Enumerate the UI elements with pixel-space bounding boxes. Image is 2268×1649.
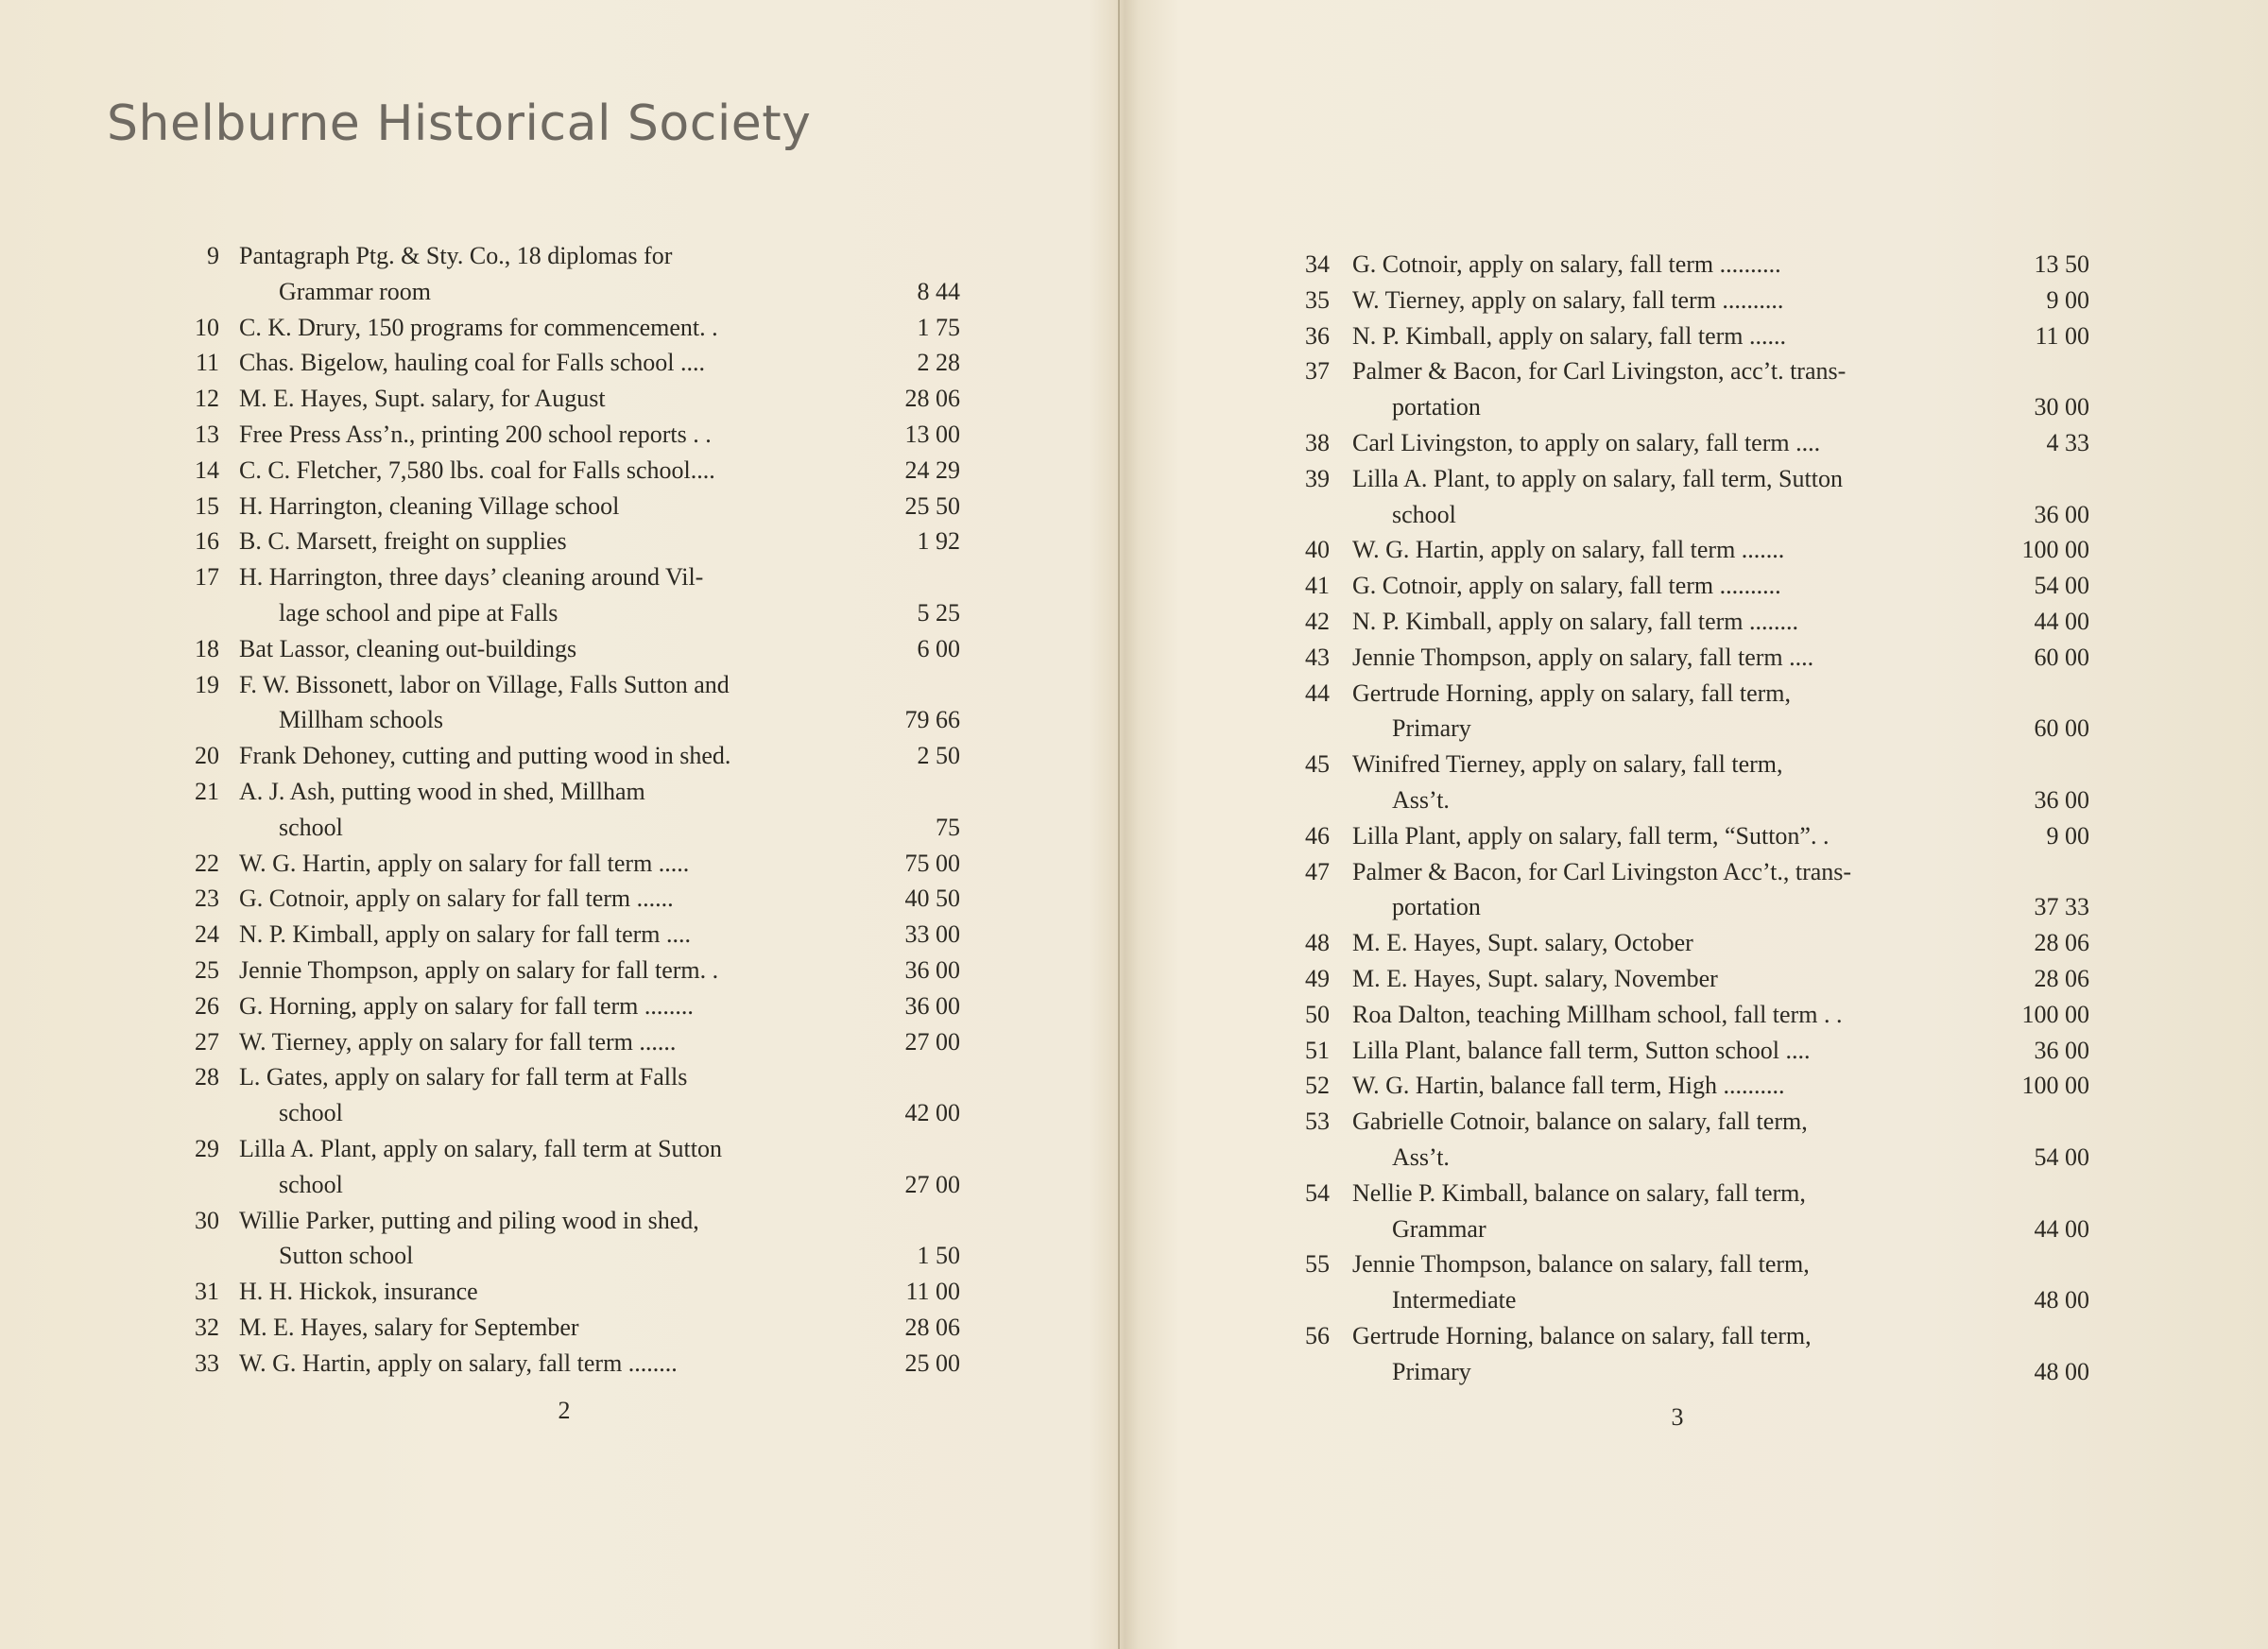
entry-description-continued: Ass’t. [1392, 1142, 1450, 1171]
entry-description: Roa Dalton, teaching Millham school, fall term . . [1352, 1000, 1843, 1028]
entry-number: 54 [1305, 1178, 1330, 1207]
entry-description: Jennie Thompson, apply on salary for fall term. . [239, 956, 719, 984]
entry-number: 18 [195, 634, 219, 662]
entry-description: Gabrielle Cotnoir, balance on salary, fall term, [1352, 1108, 1808, 1136]
entry-description: W. Tierney, apply on salary for fall term ...... [239, 1027, 677, 1056]
entry-number: 23 [195, 885, 219, 913]
entry-number: 41 [1305, 572, 1330, 600]
entry-description: G. Cotnoir, apply on salary for fall term ...... [239, 885, 674, 913]
entry-amount: 36 00 [2034, 1036, 2089, 1064]
entry-amount: 9 00 [2046, 821, 2089, 850]
entry-description: Lilla Plant, apply on salary, fall term, “Sutton”. . [1352, 821, 1830, 850]
entry-description: Frank Dehoney, cutting and putting wood in shed. [239, 742, 731, 770]
entry-number: 14 [195, 455, 219, 484]
entry-description: C. K. Drury, 150 programs for commencement. . [239, 313, 718, 341]
entry-description: H. H. Hickok, insurance [239, 1278, 478, 1306]
entry-description-continued: portation [1392, 893, 1481, 921]
entry-number: 36 [1305, 321, 1330, 350]
entry-amount: 5 25 [917, 598, 960, 627]
entry-amount: 28 06 [2034, 965, 2089, 992]
entry-amount: 100 00 [2021, 536, 2089, 564]
entry-number: 51 [1305, 1036, 1330, 1064]
entry-number: 47 [1305, 857, 1330, 885]
entry-description: Nellie P. Kimball, balance on salary, fall term, [1352, 1178, 1806, 1207]
entry-amount: 75 [936, 813, 960, 841]
entry-description: Willie Parker, putting and piling wood in shed, [239, 1206, 699, 1234]
entry-amount: 100 00 [2021, 1072, 2089, 1100]
entry-description: G. Cotnoir, apply on salary, fall term .......... [1352, 250, 1781, 278]
entry-number: 10 [195, 313, 219, 341]
entry-number: 29 [195, 1135, 219, 1162]
entry-description: N. P. Kimball, apply on salary, fall term ........ [1352, 608, 1799, 635]
entry-amount: 79 66 [904, 706, 960, 734]
entry-description-continued: Grammar [1392, 1214, 1486, 1243]
entry-number: 28 [195, 1063, 219, 1091]
entry-amount: 42 00 [904, 1099, 960, 1127]
entry-number: 49 [1305, 965, 1330, 992]
entry-number: 55 [1305, 1250, 1330, 1279]
entry-number: 16 [195, 527, 219, 556]
entry-number: 15 [195, 491, 219, 520]
entry-description: Pantagraph Ptg. & Sty. Co., 18 diplomas for [239, 242, 673, 269]
entry-description: Bat Lassor, cleaning out-buildings [239, 634, 577, 662]
entry-number: 22 [195, 849, 219, 877]
entry-description: Gertrude Horning, balance on salary, fall term, [1352, 1322, 1812, 1349]
entry-number: 37 [1305, 357, 1330, 386]
watermark: Shelburne Historical Society [107, 95, 812, 152]
entry-number: 35 [1305, 285, 1330, 314]
entry-description-continued: Intermediate [1392, 1286, 1517, 1314]
entry-description: Jennie Thompson, apply on salary, fall term .... [1352, 643, 1814, 671]
entry-description: G. Cotnoir, apply on salary, fall term .......... [1352, 572, 1781, 600]
entry-description: Winifred Tierney, apply on salary, fall term, [1352, 750, 1783, 779]
entry-number: 25 [195, 956, 219, 984]
entry-amount: 13 00 [904, 421, 960, 448]
entry-description-continued: school [279, 813, 343, 841]
entry-amount: 28 06 [904, 385, 960, 413]
entry-number: 12 [195, 385, 219, 413]
entry-description-continued: school [279, 1170, 343, 1198]
entry-description-continued: school [1392, 500, 1456, 528]
entry-amount: 30 00 [2034, 393, 2089, 421]
entry-description-continued: portation [1392, 393, 1481, 421]
entry-amount: 54 00 [2034, 572, 2089, 600]
entry-description: W. G. Hartin, apply on salary, fall term ........ [239, 1348, 678, 1377]
entry-description-continued: Primary [1392, 1357, 1471, 1385]
entry-amount: 54 00 [2034, 1142, 2089, 1171]
entry-number: 48 [1305, 929, 1330, 957]
entry-amount: 24 29 [904, 455, 960, 484]
entry-description: L. Gates, apply on salary for fall term at Falls [239, 1063, 688, 1091]
entry-number: 32 [195, 1314, 219, 1341]
entry-description: F. W. Bissonett, labor on Village, Falls Sutton and [239, 670, 730, 698]
entry-description: H. Harrington, three days’ cleaning around Vil- [239, 563, 704, 592]
entry-description-continued: Grammar room [279, 277, 432, 305]
entry-number: 11 [195, 349, 219, 377]
entry-amount: 36 00 [904, 991, 960, 1020]
entry-description-continued: school [279, 1099, 343, 1127]
entry-amount: 2 50 [917, 742, 960, 770]
entry-description: Lilla A. Plant, to apply on salary, fall term, Sutton [1352, 464, 1843, 492]
entry-description: Chas. Bigelow, hauling coal for Falls school .... [239, 349, 705, 377]
entry-amount: 37 33 [2034, 893, 2089, 921]
entry-amount: 48 00 [2034, 1286, 2089, 1314]
entry-description: A. J. Ash, putting wood in shed, Millham [239, 778, 645, 805]
entry-amount: 36 00 [2034, 500, 2089, 528]
entry-amount: 4 33 [2046, 429, 2089, 456]
entry-description: Jennie Thompson, balance on salary, fall term, [1352, 1250, 1810, 1279]
entry-description: Lilla A. Plant, apply on salary, fall term at Sutton [239, 1135, 722, 1162]
entry-number: 40 [1305, 536, 1330, 564]
entry-description: Free Press Ass’n., printing 200 school reports . . [239, 421, 712, 448]
page-number: 3 [1671, 1403, 1684, 1431]
entry-amount: 60 00 [2034, 714, 2089, 743]
entry-amount: 28 06 [904, 1314, 960, 1341]
entry-amount: 36 00 [904, 956, 960, 984]
entry-amount: 2 28 [917, 349, 960, 377]
entry-description: W. Tierney, apply on salary, fall term .......... [1352, 285, 1784, 314]
entry-amount: 100 00 [2021, 1000, 2089, 1028]
entry-number: 19 [195, 670, 219, 698]
entry-amount: 8 44 [917, 277, 960, 305]
entry-description: M. E. Hayes, salary for September [239, 1314, 579, 1341]
entry-amount: 27 00 [904, 1170, 960, 1198]
entry-amount: 11 00 [2035, 321, 2089, 350]
page-fold [1118, 0, 1120, 1649]
entry-description: B. C. Marsett, freight on supplies [239, 527, 567, 556]
entry-number: 33 [195, 1348, 219, 1377]
entry-amount: 48 00 [2034, 1357, 2089, 1385]
entry-amount: 9 00 [2046, 285, 2089, 314]
entry-description: N. P. Kimball, apply on salary for fall term .... [239, 920, 692, 949]
entry-number: 13 [195, 421, 219, 448]
entry-amount: 1 92 [917, 527, 960, 556]
entry-number: 56 [1305, 1322, 1330, 1349]
entry-description: W. G. Hartin, balance fall term, High .......... [1352, 1072, 1785, 1100]
entry-number: 21 [195, 778, 219, 805]
entry-amount: 6 00 [917, 634, 960, 662]
entry-amount: 11 00 [905, 1278, 960, 1306]
entry-amount: 44 00 [2034, 1214, 2089, 1243]
entry-description: C. C. Fletcher, 7,580 lbs. coal for Falls school.... [239, 455, 715, 484]
entry-amount: 33 00 [904, 920, 960, 949]
entry-amount: 44 00 [2034, 608, 2089, 635]
entry-amount: 1 50 [917, 1242, 960, 1270]
entry-number: 31 [195, 1278, 219, 1306]
entry-number: 38 [1305, 429, 1330, 456]
entry-number: 30 [195, 1206, 219, 1234]
entry-number: 43 [1305, 643, 1330, 671]
entry-number: 53 [1305, 1108, 1330, 1136]
entry-description: M. E. Hayes, Supt. salary, November [1352, 965, 1718, 992]
entry-number: 52 [1305, 1072, 1330, 1100]
entry-number: 24 [195, 920, 219, 949]
entry-description-continued: Millham schools [279, 706, 444, 734]
page-number: 2 [558, 1397, 571, 1424]
entry-amount: 13 50 [2034, 250, 2089, 278]
entry-number: 44 [1305, 678, 1330, 707]
entry-number: 26 [195, 991, 219, 1020]
entry-amount: 36 00 [2034, 785, 2089, 814]
entry-amount: 28 06 [2034, 929, 2089, 957]
entry-description: Gertrude Horning, apply on salary, fall term, [1352, 678, 1792, 707]
entry-description: G. Horning, apply on salary for fall term ........ [239, 991, 694, 1020]
entry-description: H. Harrington, cleaning Village school [239, 491, 620, 520]
entry-description: M. E. Hayes, Supt. salary, October [1352, 929, 1693, 957]
entry-description: Carl Livingston, to apply on salary, fall term .... [1352, 429, 1821, 456]
entry-description: N. P. Kimball, apply on salary, fall term ...... [1352, 321, 1787, 350]
entry-number: 45 [1305, 750, 1330, 779]
entry-number: 17 [195, 563, 219, 592]
entry-number: 27 [195, 1027, 219, 1056]
entry-amount: 25 50 [904, 491, 960, 520]
entry-description: Palmer & Bacon, for Carl Livingston, acc’t. trans- [1352, 357, 1847, 386]
entry-amount: 1 75 [917, 313, 960, 341]
entry-amount: 40 50 [904, 885, 960, 913]
entry-number: 20 [195, 742, 219, 770]
entry-number: 39 [1305, 464, 1330, 492]
entry-description: Palmer & Bacon, for Carl Livingston Acc’t., trans- [1352, 857, 1852, 885]
entry-description-continued: lage school and pipe at Falls [279, 598, 558, 627]
entry-number: 34 [1305, 250, 1330, 278]
entry-description: M. E. Hayes, Supt. salary, for August [239, 385, 606, 413]
entry-number: 46 [1305, 821, 1330, 850]
entry-amount: 25 00 [904, 1348, 960, 1377]
entry-number: 9 [207, 242, 219, 269]
entry-amount: 60 00 [2034, 643, 2089, 671]
entry-description-continued: Sutton school [279, 1242, 414, 1270]
entry-description-continued: Ass’t. [1392, 785, 1450, 814]
entry-amount: 27 00 [904, 1027, 960, 1056]
entry-description-continued: Primary [1392, 714, 1471, 743]
entry-description: W. G. Hartin, apply on salary, fall term ....... [1352, 536, 1785, 564]
entry-amount: 75 00 [904, 849, 960, 877]
entry-description: W. G. Hartin, apply on salary for fall term ..... [239, 849, 690, 877]
entry-description: Lilla Plant, balance fall term, Sutton school .... [1352, 1036, 1811, 1064]
entry-number: 50 [1305, 1000, 1330, 1028]
entry-number: 42 [1305, 608, 1330, 635]
